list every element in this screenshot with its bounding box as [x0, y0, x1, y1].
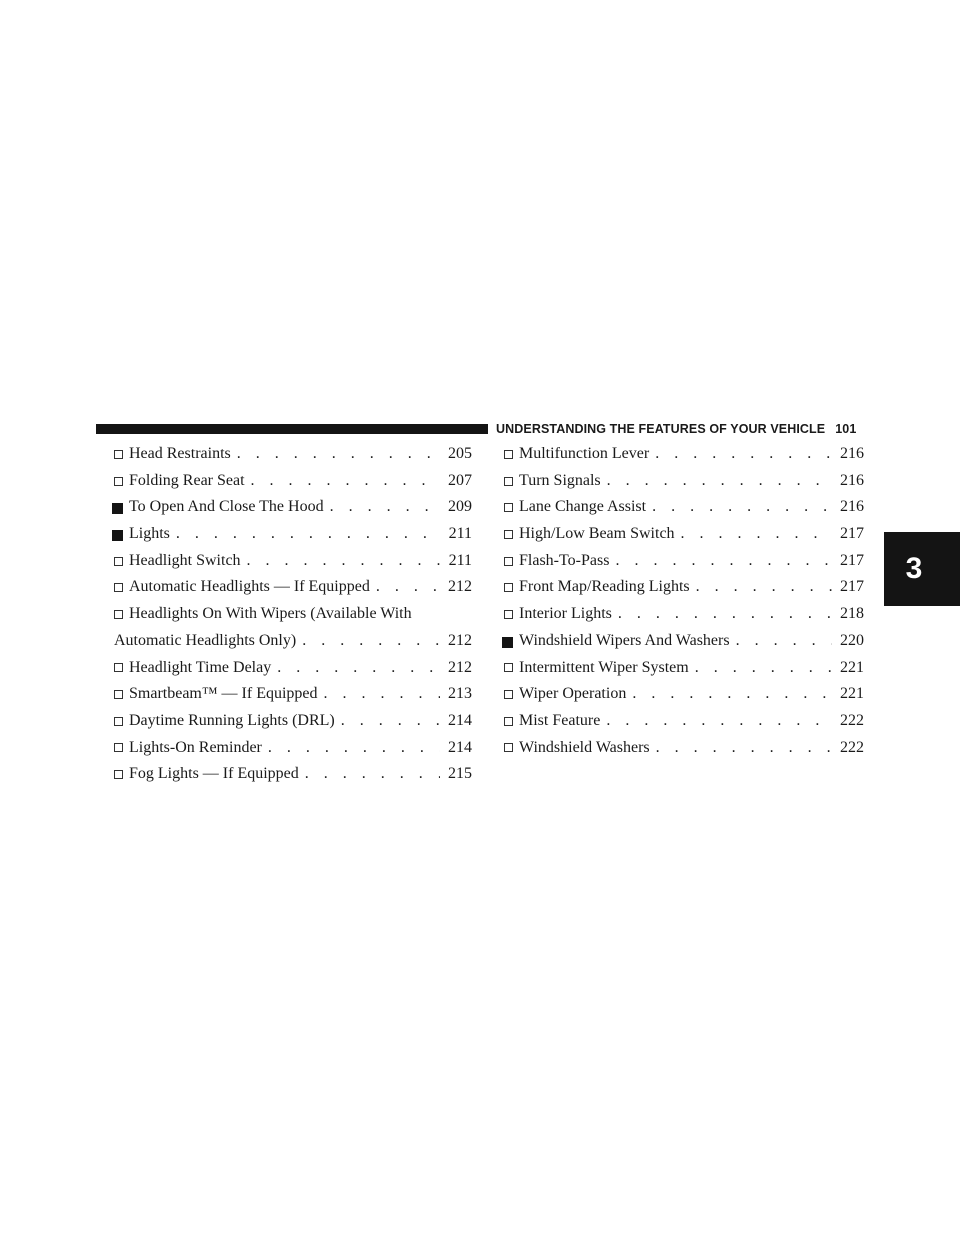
toc-entry[interactable]	[502, 601, 864, 628]
toc-entry-page: 213	[448, 685, 472, 703]
toc-entry-label: Front Map/Reading Lights	[519, 578, 690, 596]
chapter-tab[interactable]	[884, 532, 960, 606]
toc-entry-label: Head Restraints	[129, 445, 231, 462]
toc-entry-label: Windshield Wipers And Washers	[519, 631, 730, 649]
toc-entry-label: High/Low Beam Switch	[519, 525, 675, 543]
box-bullet-icon	[114, 583, 123, 592]
dot-leader	[695, 655, 832, 682]
toc-entry-page: 205	[448, 445, 472, 462]
toc-entry[interactable]	[112, 548, 472, 575]
toc-entry-page: 212	[448, 658, 472, 676]
toc-entry[interactable]	[112, 521, 472, 548]
toc-entry-label: Turn Signals	[519, 471, 601, 489]
dot-leader	[652, 494, 832, 521]
toc-entry-label: Mist Feature	[519, 711, 601, 729]
toc-entry-label: Lights-On Reminder	[129, 738, 262, 756]
toc-entry-page: 217	[840, 525, 864, 543]
header-rule-bar	[96, 424, 488, 434]
toc-entry-page: 221	[840, 658, 864, 676]
toc-entry-page: 222	[840, 711, 864, 729]
toc-entry-page: 216	[840, 498, 864, 516]
box-bullet-icon	[504, 450, 513, 459]
toc-entry-page: 211	[448, 551, 472, 569]
toc-entry-label: Multifunction Lever	[519, 445, 650, 462]
box-bullet-icon	[504, 530, 513, 539]
dot-leader	[268, 735, 440, 762]
toc-entry-page: 214	[448, 738, 472, 756]
toc-entry-page: 216	[840, 445, 864, 462]
box-bullet-icon	[114, 663, 123, 672]
toc-entry[interactable]	[112, 655, 472, 682]
toc-entry[interactable]	[112, 601, 472, 654]
toc-entry[interactable]	[112, 761, 472, 788]
toc-entry-page: 222	[840, 738, 864, 756]
toc-entry[interactable]	[502, 735, 864, 762]
toc-entry-label: Wiper Operation	[519, 685, 627, 703]
toc-entry[interactable]	[502, 574, 864, 601]
toc-left-column	[112, 441, 472, 788]
box-bullet-icon	[504, 477, 513, 486]
dot-leader	[305, 761, 440, 788]
toc-entry[interactable]	[112, 494, 472, 521]
toc-entry-page: 217	[840, 551, 864, 569]
toc-entry-label: Lights	[129, 525, 170, 543]
toc-entry-label: Headlight Time Delay	[129, 658, 272, 676]
box-bullet-icon	[504, 663, 513, 672]
dot-leader	[655, 441, 832, 468]
toc-entry[interactable]	[502, 521, 864, 548]
toc-entry[interactable]	[502, 628, 864, 655]
toc-entry[interactable]	[112, 681, 472, 708]
square-bullet-icon	[502, 637, 513, 648]
toc-entry-page: 212	[448, 578, 472, 596]
dot-leader	[681, 521, 832, 548]
box-bullet-icon	[504, 717, 513, 726]
toc-right-column	[502, 441, 864, 761]
toc-entry-label: Automatic Headlights — If Equipped	[129, 578, 370, 596]
dot-leader	[324, 681, 440, 708]
toc-entry-label: Windshield Washers	[519, 738, 650, 756]
dot-leader	[341, 708, 440, 735]
dot-leader	[251, 468, 440, 495]
toc-entry-page: 217	[840, 578, 864, 596]
toc-entry-label: Intermittent Wiper System	[519, 658, 689, 676]
toc-entry-label: Headlights On With Wipers (Available With	[129, 605, 412, 623]
toc-entry[interactable]	[502, 468, 864, 495]
dot-leader	[736, 628, 832, 655]
box-bullet-icon	[114, 477, 123, 486]
section-title: UNDERSTANDING THE FEATURES OF YOUR VEHICLE	[496, 422, 826, 436]
toc-entry-label: Smartbeam™ — If Equipped	[129, 685, 318, 703]
toc-entry[interactable]	[502, 441, 864, 468]
dot-leader	[606, 708, 832, 735]
toc-entry-page: 221	[840, 685, 864, 703]
toc-entry-label: Interior Lights	[519, 605, 612, 623]
toc-entry-label-continued: Automatic Headlights Only)	[114, 631, 297, 649]
toc-entry[interactable]	[112, 574, 472, 601]
toc-entry-page: 209	[448, 498, 472, 516]
dot-leader	[656, 735, 832, 762]
dot-leader	[615, 548, 832, 575]
toc-entry[interactable]	[502, 655, 864, 682]
running-header	[496, 419, 856, 439]
toc-entry-page: 212	[448, 631, 472, 649]
box-bullet-icon	[504, 503, 513, 512]
square-bullet-icon	[112, 503, 123, 514]
box-bullet-icon	[504, 583, 513, 592]
toc-entry-page: 214	[448, 711, 472, 729]
toc-entry-page: 216	[840, 471, 864, 489]
box-bullet-icon	[504, 610, 513, 619]
box-bullet-icon	[504, 690, 513, 699]
dot-leader	[607, 468, 832, 495]
toc-entry[interactable]	[502, 548, 864, 575]
dot-leader	[247, 548, 440, 575]
toc-entry[interactable]	[502, 708, 864, 735]
box-bullet-icon	[114, 770, 123, 779]
toc-entry-page: 211	[448, 525, 472, 543]
page-number: 101	[835, 422, 857, 436]
toc-entry[interactable]	[112, 735, 472, 762]
toc-entry-label: Folding Rear Seat	[129, 471, 245, 489]
toc-entry-page: 215	[448, 765, 472, 783]
toc-entry-page: 207	[448, 471, 472, 489]
box-bullet-icon	[504, 743, 513, 752]
dot-leader	[618, 601, 832, 628]
box-bullet-icon	[114, 717, 123, 726]
toc-entry-label: Lane Change Assist	[519, 498, 647, 516]
dot-leader	[330, 494, 440, 521]
dot-leader	[176, 521, 440, 548]
toc-entry[interactable]	[112, 708, 472, 735]
dot-leader	[277, 655, 440, 682]
toc-entry[interactable]	[112, 468, 472, 495]
dot-leader	[376, 574, 440, 601]
toc-entry-label: To Open And Close The Hood	[129, 498, 324, 516]
toc-entry-label: Headlight Switch	[129, 551, 241, 569]
dot-leader	[302, 628, 440, 655]
square-bullet-icon	[112, 530, 123, 541]
dot-leader	[632, 681, 832, 708]
box-bullet-icon	[114, 557, 123, 566]
dot-leader	[696, 574, 832, 601]
dot-leader	[237, 441, 440, 468]
box-bullet-icon	[504, 557, 513, 566]
toc-entry[interactable]	[502, 494, 864, 521]
toc-entry-page: 220	[840, 631, 864, 649]
box-bullet-icon	[114, 690, 123, 699]
chapter-number: 3	[905, 552, 923, 585]
toc-entry-page: 218	[840, 605, 864, 623]
box-bullet-icon	[114, 743, 123, 752]
box-bullet-icon	[114, 610, 123, 619]
toc-entry[interactable]	[502, 681, 864, 708]
toc-entry-label: Flash-To-Pass	[519, 551, 610, 569]
toc-entry-label: Daytime Running Lights (DRL)	[129, 711, 335, 729]
toc-entry[interactable]	[112, 441, 472, 468]
toc-entry-label: Fog Lights — If Equipped	[129, 765, 299, 783]
box-bullet-icon	[114, 450, 123, 459]
